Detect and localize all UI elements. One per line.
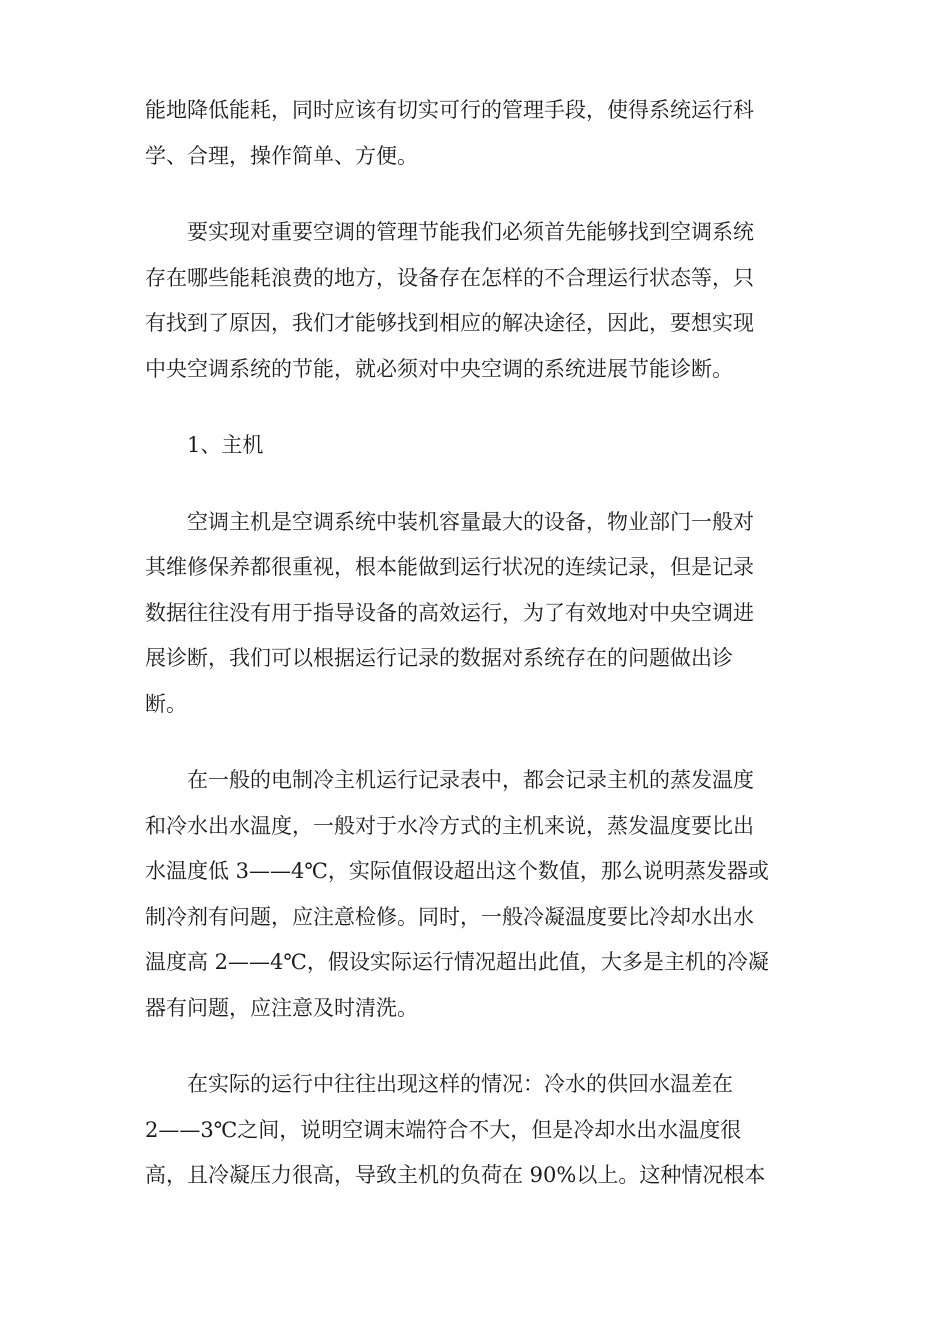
text-line: 能地降低能耗，同时应该有切实可行的管理手段，使得系统运行科	[145, 98, 754, 122]
text-line: 器有问题，应注意及时清洗。	[145, 995, 418, 1020]
document-body	[145, 88, 810, 1199]
paragraph	[145, 210, 810, 392]
text-line: 断。	[145, 691, 187, 716]
text-line: 温度高 2——4℃，假设实际运行情况超出此值，大多是主机的冷凝	[145, 950, 769, 974]
text-line: 在实际的运行中往往出现这样的情况：冷水的供回水温差在	[187, 1072, 733, 1096]
text-line: 2——3℃之间，说明空调末端符合不大，但是冷却水出水温度很	[145, 1117, 742, 1142]
text-line: 有找到了原因，我们才能够找到相应的解决途径，因此，要想实现	[145, 311, 754, 335]
paragraph	[145, 1062, 810, 1199]
text-line: 其维修保养都很重视，根本能做到运行状况的连续记录，但是记录	[145, 555, 754, 579]
section-heading	[145, 423, 810, 469]
text-line: 制冷剂有问题，应注意检修。同时，一般冷凝温度要比冷却水出水	[145, 904, 754, 929]
text-line: 要实现对重要空调的管理节能我们必须首先能够找到空调系统	[187, 220, 754, 244]
text-line: 1、主机	[187, 433, 264, 457]
paragraph	[145, 500, 810, 728]
text-line: 学、合理，操作简单、方便。	[145, 143, 418, 168]
paragraph	[145, 758, 810, 1031]
paragraph	[145, 88, 810, 179]
text-line: 在一般的电制冷主机运行记录表中，都会记录主机的蒸发温度	[187, 768, 754, 792]
text-line: 中央空调系统的节能，就必须对中央空调的系统进展节能诊断。	[145, 356, 733, 381]
text-line: 高，且冷凝压力很高，导致主机的负荷在 90%以上。这种情况根本	[145, 1163, 766, 1187]
text-line: 空调主机是空调系统中装机容量最大的设备，物业部门一般对	[187, 509, 754, 534]
text-line: 和冷水出水温度，一般对于水冷方式的主机来说，蒸发温度要比出	[145, 813, 754, 838]
text-line: 水温度低 3——4℃，实际值假设超出这个数值，那么说明蒸发器或	[145, 859, 769, 883]
text-line: 存在哪些能耗浪费的地方，设备存在怎样的不合理运行状态等，只	[145, 265, 754, 290]
text-line: 展诊断，我们可以根据运行记录的数据对系统存在的问题做出诊	[145, 646, 733, 670]
text-line: 数据往往没有用于指导设备的高效运行，为了有效地对中央空调进	[145, 600, 754, 625]
